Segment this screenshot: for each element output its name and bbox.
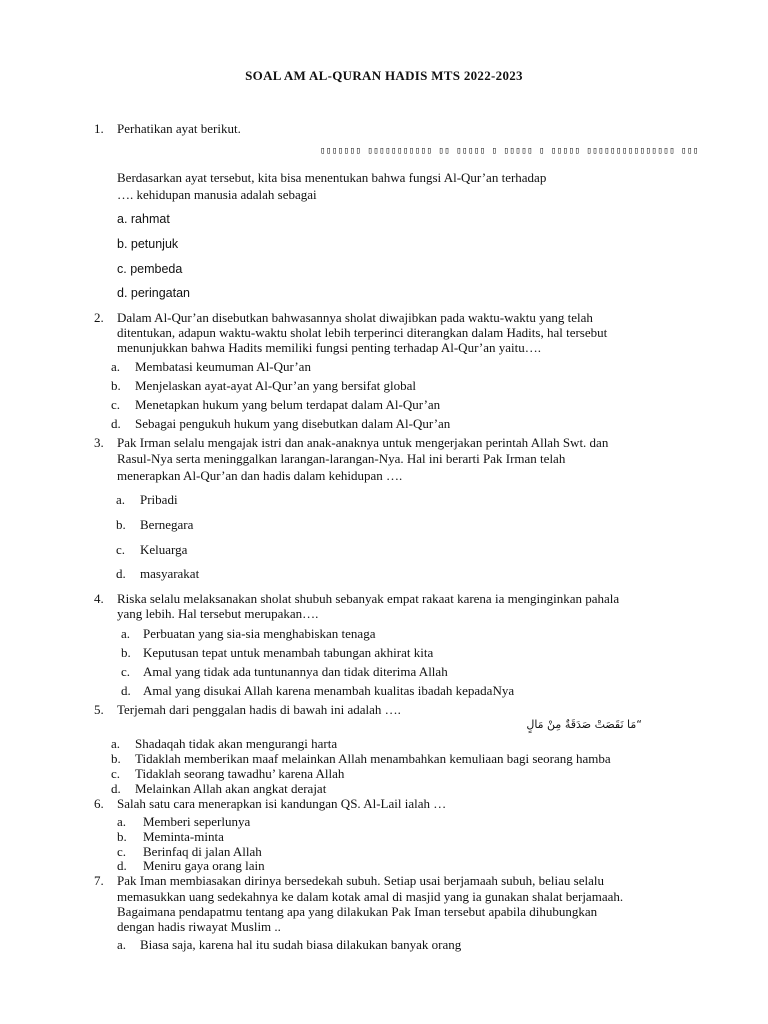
question-text: Bagaimana pendapatmu tentang apa yang dilakukan Pak Iman tersebut apabila dihubungkan [117, 904, 598, 919]
option-letter: d. [116, 566, 126, 581]
question-text: Perhatikan ayat berikut. [117, 121, 241, 136]
option-letter: d. [111, 416, 121, 431]
option-text: Tidaklah seorang tawadhu’ karena Allah [135, 766, 345, 781]
option-letter: b. [111, 378, 121, 393]
option-b: b. petunjuk [117, 237, 179, 251]
option-letter: a. [111, 736, 121, 751]
option-text: Bernegara [140, 517, 194, 532]
option-c: c. pembeda [117, 262, 183, 276]
question-number: 1. [94, 121, 104, 136]
question-text: ditentukan, adapun waktu-waktu sholat lebih terperinci diterangkan dalam Hadits, hal tersebut [117, 325, 608, 340]
document-title: SOAL AM AL-QURAN HADIS MTS 2022-2023 [245, 68, 523, 83]
question-number: 3. [94, 435, 104, 450]
option-text: Menjelaskan ayat-ayat Al-Qur’an yang bersifat global [135, 378, 416, 393]
option-text: Memberi seperlunya [143, 814, 251, 829]
option-text: Biasa saja, karena hal itu sudah biasa dilakukan banyak orang [140, 937, 462, 952]
option-letter: d. [121, 683, 131, 698]
option-text: Menetapkan hukum yang belum terdapat dalam Al-Qur’an [135, 397, 441, 412]
question-number: 2. [94, 310, 104, 325]
option-letter: a. [111, 359, 121, 374]
question-number: 5. [94, 702, 104, 717]
option-letter: b. [117, 829, 127, 844]
option-letter: c. [121, 664, 131, 679]
question-text: Terjemah dari penggalan hadis di bawah ini adalah …. [117, 702, 401, 717]
option-letter: b. [116, 517, 126, 532]
option-letter: a. [121, 626, 131, 641]
option-text: Sebagai pengukuh hukum yang disebutkan dalam Al-Qur’an [135, 416, 451, 431]
option-text: Melainkan Allah akan angkat derajat [135, 781, 327, 796]
option-letter: b. [111, 751, 121, 766]
option-text: Amal yang tidak ada tuntunannya dan tidak diterima Allah [143, 664, 448, 679]
option-letter: a. [117, 814, 127, 829]
option-letter: c. [111, 397, 121, 412]
option-text: Perbuatan yang sia-sia menghabiskan tenaga [143, 626, 376, 641]
option-text: Membatasi keumuman Al-Qur’an [135, 359, 311, 374]
option-letter: d. [117, 858, 127, 873]
option-letter: a. [117, 937, 127, 952]
option-text: Pribadi [140, 492, 178, 507]
option-text: masyarakat [140, 566, 200, 581]
question-text: …. kehidupan manusia adalah sebagai [117, 187, 317, 202]
question-text: Salah satu cara menerapkan isi kandungan QS. Al-Lail ialah … [117, 796, 447, 811]
question-text: dengan hadis riwayat Muslim .. [117, 919, 281, 934]
option-text: Meminta-minta [143, 829, 224, 844]
option-letter: c. [111, 766, 121, 781]
question-text: yang lebih. Hal tersebut merupakan…. [117, 606, 319, 621]
question-text: menunjukkan bahwa Hadits memiliki fungsi penting terhadap Al-Qur’an yaitu…. [117, 340, 541, 355]
option-text: Berinfaq di jalan Allah [143, 844, 262, 859]
question-number: 6. [94, 796, 104, 811]
option-text: Keputusan tepat untuk menambah tabungan akhirat kita [143, 645, 434, 660]
option-text: Shadaqah tidak akan mengurangi harta [135, 736, 338, 751]
option-d: d. peringatan [117, 286, 190, 300]
option-text: Meniru gaya orang lain [143, 858, 265, 873]
option-letter: d. [111, 781, 121, 796]
arabic-hadith: “مَا نَقَصَتْ صَدَقَةٌ مِنْ مَالٍ [526, 718, 642, 731]
option-a: a. rahmat [117, 212, 170, 226]
question-text: Berdasarkan ayat tersebut, kita bisa menentukan bahwa fungsi Al-Qur’an terhadap [117, 170, 547, 185]
question-number: 4. [94, 591, 104, 606]
question-number: 7. [94, 873, 104, 888]
option-letter: a. [116, 492, 126, 507]
question-text: Rasul-Nya serta meninggalkan larangan-larangan-Nya. Hal ini berarti Pak Irman telah [117, 451, 566, 466]
question-text: Riska selalu melaksanakan sholat shubuh sebanyak empat rakaat karena ia menginginkan pahala [117, 591, 620, 606]
question-text: memasukkan uang sedekahnya ke dalam kotak amal di masjid yang ia gunakan shalat berjamaah. [117, 889, 624, 904]
question-text: menerapkan Al-Qur’an dan hadis dalam kehidupan …. [117, 468, 403, 483]
question-text: Dalam Al-Qur’an disebutkan bahwasannya sholat diwajibkan pada waktu-waktu yang telah [117, 310, 593, 325]
option-text: Keluarga [140, 542, 188, 557]
option-letter: b. [121, 645, 131, 660]
arabic-verse-placeholder: ▯▯▯▯▯▯▯ ▯▯▯▯▯▯▯▯▯▯▯ ▯▯ ▯▯▯▯▯ ▯ ▯▯▯▯▯ ▯ ▯▯▯▯▯ ▯▯▯▯▯▯▯▯▯▯▯▯▯▯▯ ▯▯▯ [320, 146, 699, 156]
option-text: Amal yang disukai Allah karena menambah kualitas ibadah kepadaNya [143, 683, 515, 698]
question-text: Pak Iman membiasakan dirinya bersedekah subuh. Setiap usai berjamaah subuh, beliau selalu [117, 873, 604, 888]
option-letter: c. [116, 542, 126, 557]
option-text: Tidaklah memberikan maaf melainkan Allah menambahkan kemuliaan bagi seorang hamba [135, 751, 611, 766]
question-text: Pak Irman selalu mengajak istri dan anak-anaknya untuk mengerjakan perintah Allah Swt. dan [117, 435, 609, 450]
option-letter: c. [117, 844, 127, 859]
